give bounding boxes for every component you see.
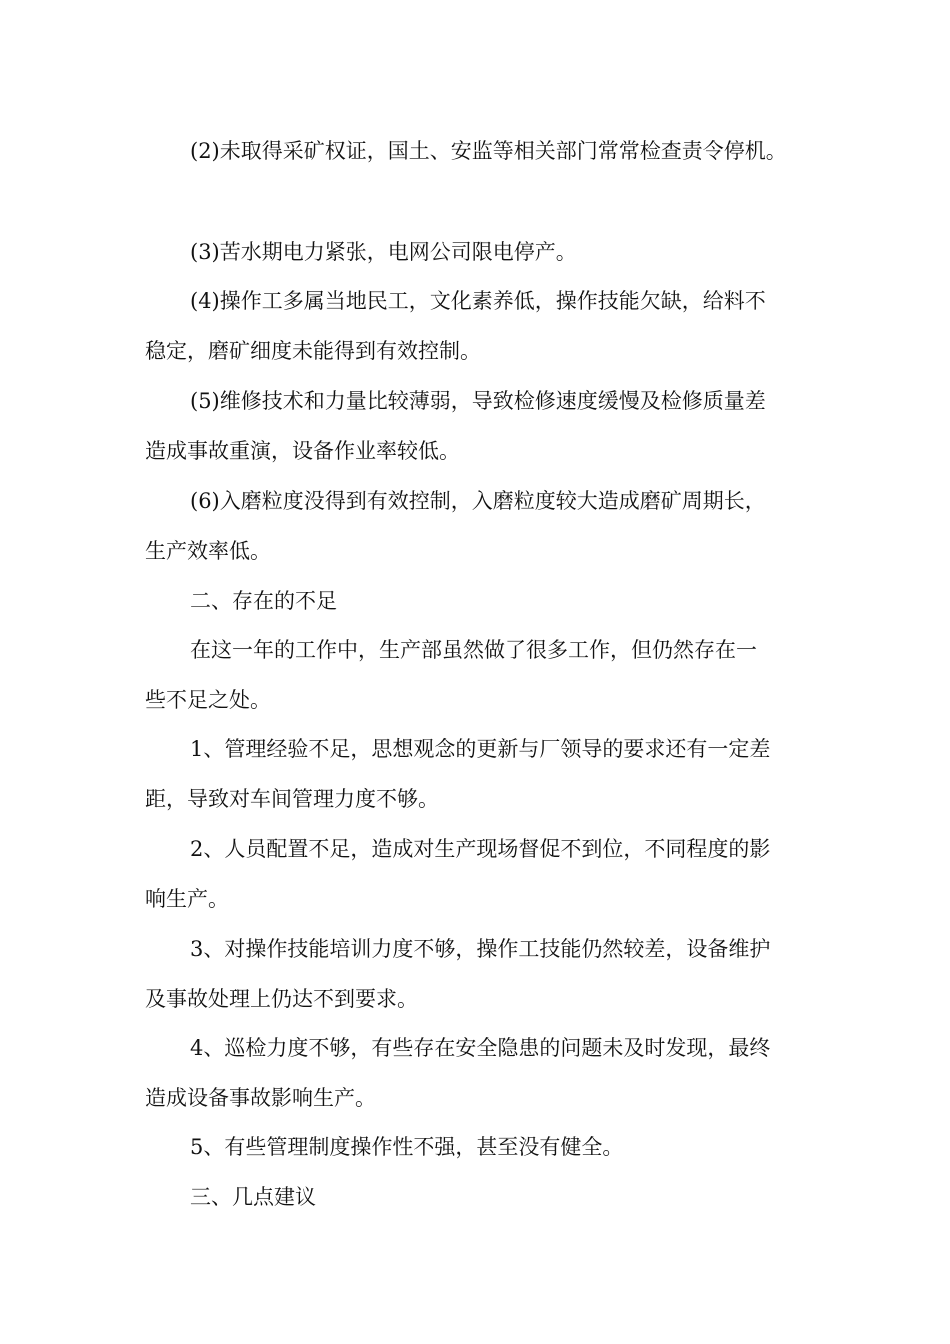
paragraph-line: (2)未取得采矿权证，国土、安监等相关部门常常检查责令停机。 bbox=[190, 139, 787, 163]
paragraph-line: (3)苦水期电力紧张，电网公司限电停产。 bbox=[190, 240, 577, 264]
paragraph-line: 些不足之处。 bbox=[145, 688, 271, 712]
paragraph-line: 及事故处理上仍达不到要求。 bbox=[145, 987, 418, 1011]
paragraph-line: 距，导致对车间管理力度不够。 bbox=[145, 787, 439, 811]
paragraph-line: (4)操作工多属当地民工，文化素养低，操作技能欠缺，给料不 bbox=[190, 289, 766, 313]
paragraph-line: 造成设备事故影响生产。 bbox=[145, 1086, 376, 1110]
paragraph-line: 响生产。 bbox=[145, 887, 229, 911]
paragraph-line: 生产效率低。 bbox=[145, 539, 271, 563]
paragraph-line: 2、人员配置不足，造成对生产现场督促不到位，不同程度的影 bbox=[190, 837, 771, 861]
paragraph-line: 4、巡检力度不够，有些存在安全隐患的问题未及时发现，最终 bbox=[190, 1036, 771, 1060]
paragraph-line: 稳定，磨矿细度未能得到有效控制。 bbox=[145, 339, 481, 363]
section-heading-text: 三、几点建议 bbox=[190, 1185, 316, 1209]
paragraph-line: 3、对操作技能培训力度不够，操作工技能仍然较差，设备维护 bbox=[190, 937, 771, 961]
paragraph-line: 造成事故重演，设备作业率较低。 bbox=[145, 439, 460, 463]
paragraph-line: (5)维修技术和力量比较薄弱，导致检修速度缓慢及检修质量差 bbox=[190, 389, 766, 413]
paragraph-line: 1、管理经验不足，思想观念的更新与厂领导的要求还有一定差 bbox=[190, 737, 771, 761]
section-heading-text: 二、存在的不足 bbox=[190, 589, 337, 613]
paragraph-line: 在这一年的工作中，生产部虽然做了很多工作，但仍然存在一 bbox=[190, 638, 757, 662]
paragraph-line: 5、有些管理制度操作性不强，甚至没有健全。 bbox=[190, 1135, 624, 1159]
paragraph-line: (6)入磨粒度没得到有效控制，入磨粒度较大造成磨矿周期长， bbox=[190, 489, 766, 513]
